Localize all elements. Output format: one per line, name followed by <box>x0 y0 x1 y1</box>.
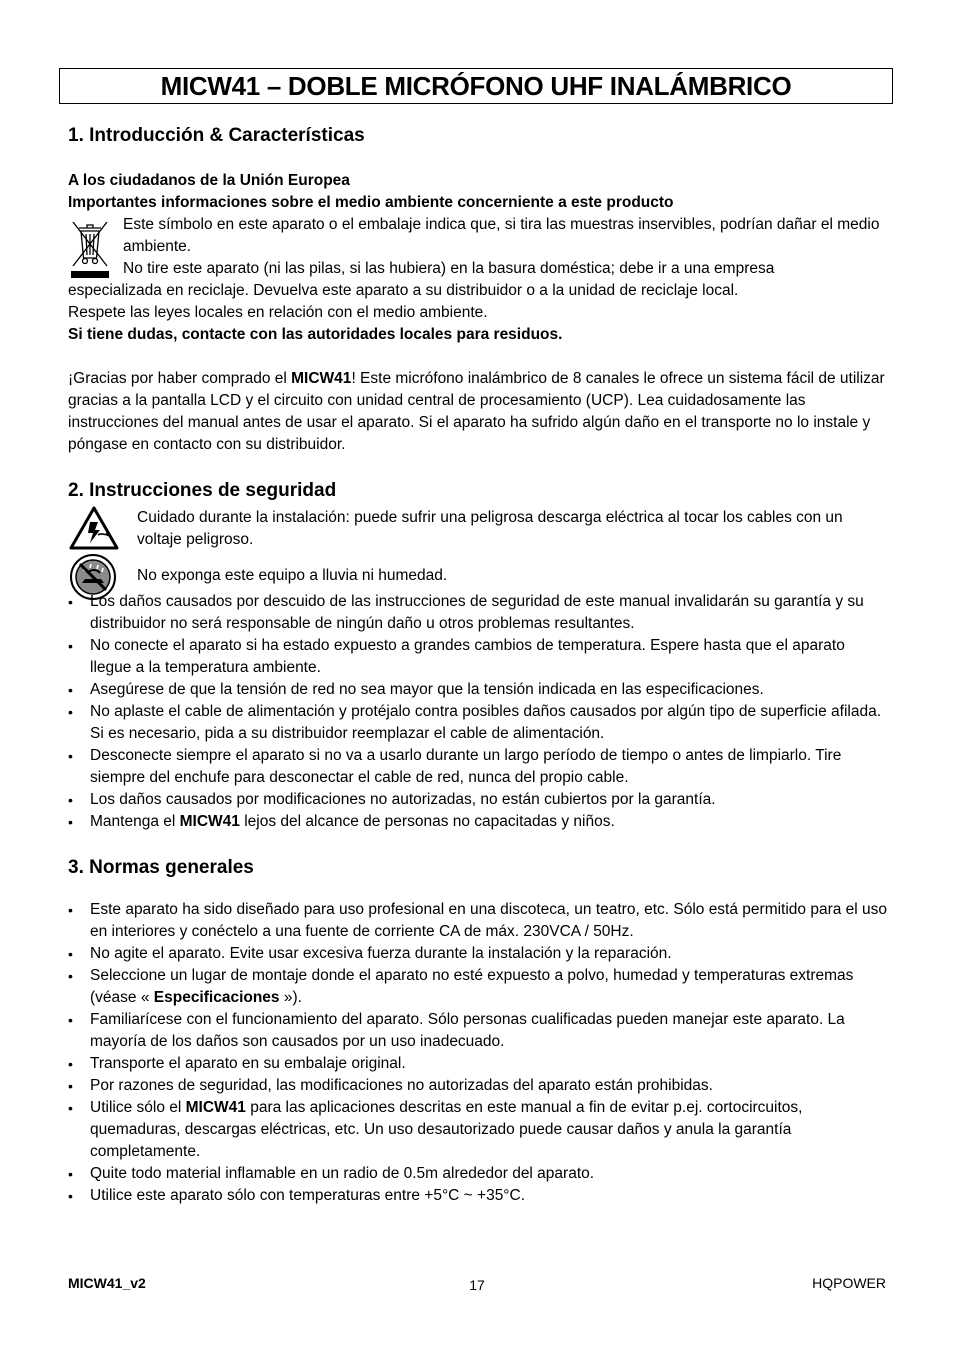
document-body <box>68 123 888 1207</box>
list-item: • No conecte el aparato si ha estado expuesto a grandes cambios de temperatura. Espere hasta que el aparato llegue a la temperatura ambiente. <box>68 635 888 679</box>
weee-text-2b: especializada en reciclaje. Devuelva este aparato a su distribuidor o a la unidad de reciclaje local. <box>68 282 739 299</box>
list-item: • Familiarícese con el funcionamiento del aparato. Sólo personas cualificadas pueden manejar este aparato. La mayoría de los daños son causados por un uso inadecuado. <box>68 1009 888 1053</box>
warning-shock-text: Cuidado durante la instalación: puede sufrir una peligrosa descarga eléctrica al tocar los cables con un voltaje peligroso. <box>137 509 843 548</box>
warning-shock-block <box>68 507 888 553</box>
electric-shock-warning-icon <box>68 505 120 551</box>
eu-subheading: Importantes informaciones sobre el medio ambiente concerniente a este producto <box>68 194 674 211</box>
product-name: MICW41 <box>291 370 352 387</box>
list-item: • Los daños causados por descuido de las instrucciones de seguridad de este manual invalidarán su garantía y su distribuidor no será responsable de ningún daño u otros problemas resultantes. <box>68 591 888 635</box>
footer-version: MICW41_v2 <box>68 1275 146 1291</box>
list-item: • No agite el aparato. Evite usar excesiva fuerza durante la instalación y la reparación. <box>68 943 888 965</box>
page-title: MICW41 – DOBLE MICRÓFONO UHF INALÁMBRICO <box>59 68 893 104</box>
list-item: • Por razones de seguridad, las modificaciones no autorizadas del aparato están prohibidas. <box>68 1075 888 1097</box>
general-rules-list <box>68 899 888 1207</box>
section-2-heading: 2. Instrucciones de seguridad <box>68 480 337 501</box>
section-3-heading: 3. Normas generales <box>68 857 254 878</box>
weee-text-1: Este símbolo en este aparato o el embalaje indica que, si tira las muestras inservibles, podrían dañar el medio ambiente. <box>123 216 880 255</box>
intro-paragraph: ¡Gracias por haber comprado el MICW41! Este micrófono inalámbrico de 8 canales le ofrece un sistema fácil de utilizar gracias a la pantalla LCD y el circuito con unidad central de procesamiento (UCP). Lea cuidadosamente las instrucciones del manual antes de usar el aparato. Si el aparato ha sufrido algún daño en el transporte no lo instale y póngase en contacto con su distribuidor. <box>68 370 885 453</box>
crossed-bin-icon <box>68 216 112 280</box>
list-item: • No aplaste el cable de alimentación y protéjalo contra posibles daños causados por algún tipo de superficie afilada. Si es necesario, pida a su distribuidor reemplazar el cable de alimentación. <box>68 701 888 745</box>
list-item: • Transporte el aparato en su embalaje original. <box>68 1053 888 1075</box>
list-item: • Utilice este aparato sólo con temperaturas entre +5°C ~ +35°C. <box>68 1185 888 1207</box>
weee-block <box>68 214 888 280</box>
list-item: • Quite todo material inflamable en un radio de 0.5m alrededor del aparato. <box>68 1163 888 1185</box>
list-item: • Mantenga el MICW41 lejos del alcance de personas no capacitadas y niños. <box>68 811 888 833</box>
weee-text-3: Respete las leyes locales en relación con el medio ambiente. <box>68 304 488 321</box>
section-1-heading: 1. Introducción & Características <box>68 125 365 146</box>
list-item: • Asegúrese de que la tensión de red no sea mayor que la tensión indicada en las especificaciones. <box>68 679 888 701</box>
list-item: • Los daños causados por modificaciones no autorizadas, no están cubiertos por la garantía. <box>68 789 888 811</box>
list-item: • Desconecte siempre el aparato si no va a usarlo durante un largo período de tiempo o antes de limpiarlo. Tire siempre del enchufe para desconectar el cable de red, nunca del propio cable. <box>68 745 888 789</box>
safety-list <box>68 591 888 833</box>
footer-brand: HQPOWER <box>812 1275 886 1291</box>
list-item: • Seleccione un lugar de montaje donde el aparato no esté expuesto a polvo, humedad y temperaturas extremas (véase « Especificaciones »). <box>68 965 888 1009</box>
eu-heading: A los ciudadanos de la Unión Europea <box>68 172 350 189</box>
footer-page-number: 17 <box>469 1277 485 1293</box>
weee-text-4: Si tiene dudas, contacte con las autoridades locales para residuos. <box>68 326 563 343</box>
list-item: • Utilice sólo el MICW41 para las aplicaciones descritas en este manual a fin de evitar p.ej. cortocircuitos, quemaduras, descargas eléctricas, etc. Un uso desautorizado puede causar daños y anula la garantía completamente. <box>68 1097 888 1163</box>
weee-text-2a: No tire este aparato (ni las pilas, si las hubiera) en la basura doméstica; debe ir a una empresa <box>123 260 775 277</box>
list-item: • Este aparato ha sido diseñado para uso profesional en una discoteca, un teatro, etc. Sólo está permitido para el uso en interiores y conéctelo a una fuente de corriente CA de máx. 230VCA / 50Hz. <box>68 899 888 943</box>
warning-rain-text: No exponga este equipo a lluvia ni humedad. <box>137 567 448 584</box>
